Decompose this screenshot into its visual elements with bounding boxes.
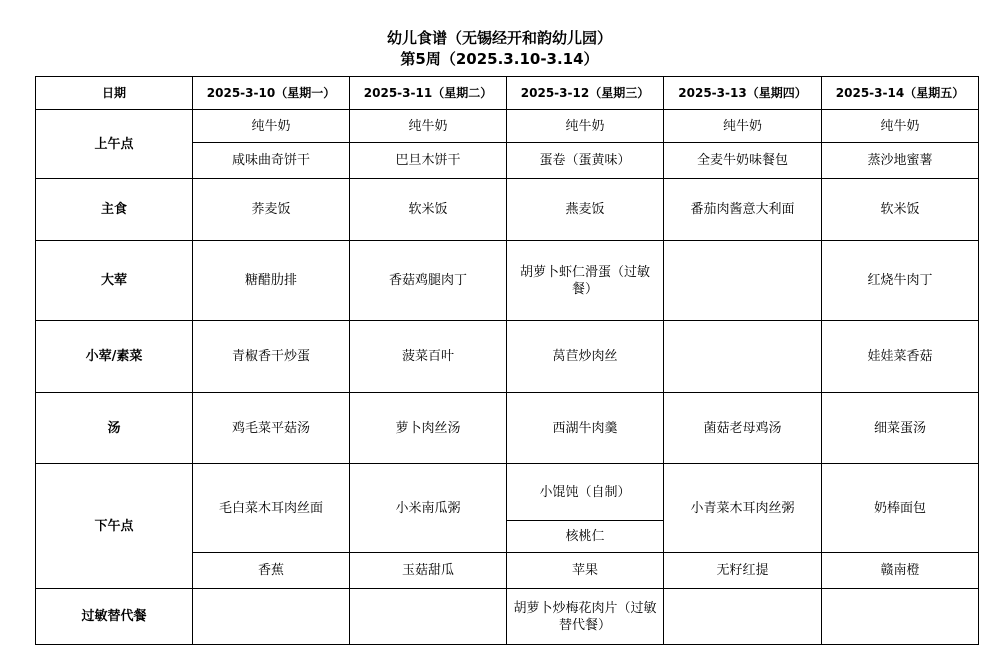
afternoon-snack-row-1 — [36, 464, 979, 521]
menu-cell: 蛋卷（蛋黄味） — [507, 143, 664, 179]
menu-cell: 蒸沙地蜜薯 — [822, 143, 979, 179]
menu-cell: 软米饭 — [350, 179, 507, 241]
menu-cell: 纯牛奶 — [193, 110, 350, 143]
menu-cell: 菠菜百叶 — [350, 321, 507, 393]
menu-cell: 燕麦饭 — [507, 179, 664, 241]
allergy-row — [36, 589, 979, 645]
menu-cell: 纯牛奶 — [350, 110, 507, 143]
menu-table — [35, 76, 979, 645]
side-dish-row — [36, 321, 979, 393]
soup-row — [36, 393, 979, 464]
menu-cell: 软米饭 — [822, 179, 979, 241]
date-header: 日期 — [36, 77, 193, 110]
menu-cell: 胡萝卜虾仁滑蛋（过敏餐） — [507, 241, 664, 321]
day-header-thu: 2025-3-13（星期四） — [664, 77, 822, 110]
menu-cell: 菌菇老母鸡汤 — [664, 393, 822, 464]
menu-cell: 番茄肉酱意大利面 — [664, 179, 822, 241]
menu-cell: 巴旦木饼干 — [350, 143, 507, 179]
menu-cell: 纯牛奶 — [507, 110, 664, 143]
menu-cell: 赣南橙 — [822, 553, 979, 589]
morning-snack-label: 上午点 — [36, 110, 193, 179]
afternoon-snack-label: 下午点 — [36, 464, 193, 589]
day-header-fri: 2025-3-14（星期五） — [822, 77, 979, 110]
morning-milk-row — [36, 110, 979, 143]
menu-cell: 无籽红提 — [664, 553, 822, 589]
menu-cell: 西湖牛肉羹 — [507, 393, 664, 464]
menu-cell: 全麦牛奶味餐包 — [664, 143, 822, 179]
menu-cell: 苹果 — [507, 553, 664, 589]
menu-cell: 小米南瓜粥 — [350, 464, 507, 553]
menu-cell: 小馄饨（自制） — [507, 464, 664, 521]
main-dish-row — [36, 241, 979, 321]
menu-cell: 娃娃菜香菇 — [822, 321, 979, 393]
menu-cell: 青椒香干炒蛋 — [193, 321, 350, 393]
day-header-mon: 2025-3-10（星期一） — [193, 77, 350, 110]
soup-label: 汤 — [36, 393, 193, 464]
day-header-wed: 2025-3-12（星期三） — [507, 77, 664, 110]
staple-row — [36, 179, 979, 241]
day-header-tue: 2025-3-11（星期二） — [350, 77, 507, 110]
menu-cell: 小青菜木耳肉丝粥 — [664, 464, 822, 553]
menu-cell: 细菜蛋汤 — [822, 393, 979, 464]
menu-cell: 咸味曲奇饼干 — [193, 143, 350, 179]
staple-label: 主食 — [36, 179, 193, 241]
menu-cell: 纯牛奶 — [822, 110, 979, 143]
menu-cell: 莴苣炒肉丝 — [507, 321, 664, 393]
menu-cell: 核桃仁 — [507, 521, 664, 553]
menu-cell: 胡萝卜炒梅花肉片（过敏替代餐） — [507, 589, 664, 645]
menu-cell: 荞麦饭 — [193, 179, 350, 241]
menu-cell — [822, 589, 979, 645]
menu-cell — [664, 241, 822, 321]
menu-cell: 玉菇甜瓜 — [350, 553, 507, 589]
side-dish-label: 小荤/素菜 — [36, 321, 193, 393]
header-row — [36, 77, 979, 110]
menu-cell: 鸡毛菜平菇汤 — [193, 393, 350, 464]
week-subtitle: 第5周（2025.3.10-3.14） — [400, 50, 599, 68]
menu-cell — [664, 321, 822, 393]
menu-title: 幼儿食谱（无锡经开和韵幼儿园） — [386, 29, 612, 47]
menu-cell: 香菇鸡腿肉丁 — [350, 241, 507, 321]
menu-cell — [664, 589, 822, 645]
menu-cell: 红烧牛肉丁 — [822, 241, 979, 321]
menu-cell: 香蕉 — [193, 553, 350, 589]
allergy-label: 过敏替代餐 — [36, 589, 193, 645]
menu-cell: 毛白菜木耳肉丝面 — [193, 464, 350, 553]
menu-cell: 糖醋肋排 — [193, 241, 350, 321]
menu-cell: 纯牛奶 — [664, 110, 822, 143]
menu-cell — [350, 589, 507, 645]
main-dish-label: 大荤 — [36, 241, 193, 321]
menu-cell: 萝卜肉丝汤 — [350, 393, 507, 464]
menu-cell: 奶棒面包 — [822, 464, 979, 553]
menu-cell — [193, 589, 350, 645]
